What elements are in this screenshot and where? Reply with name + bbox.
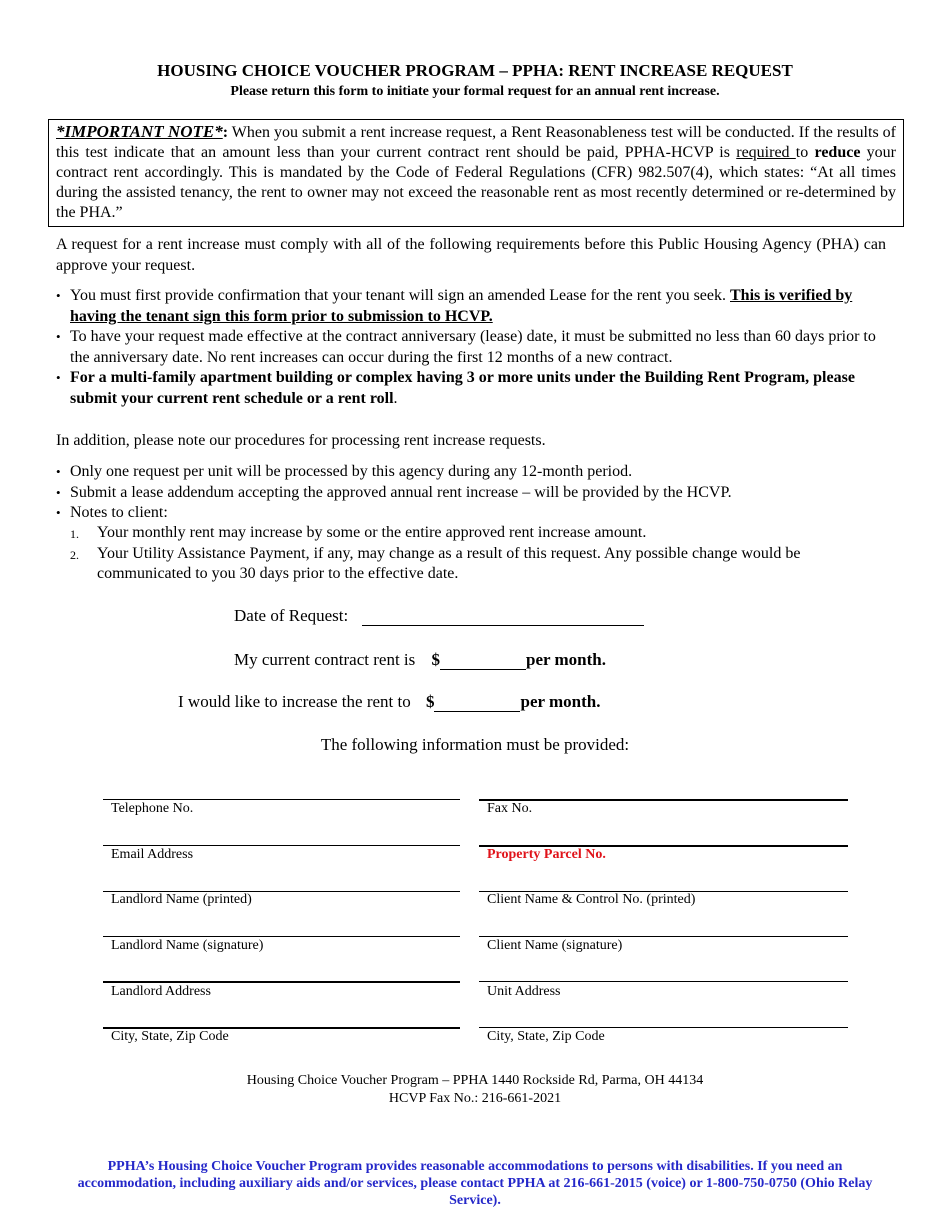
client-signature-label: Client Name (signature) [487, 938, 623, 953]
landlord-signature-field[interactable] [103, 936, 460, 937]
client-note-item [56, 544, 888, 585]
procedure-item: • Submit a lease addendum accepting the approved annual rent increase – will be provided by the HCVP. [56, 483, 888, 504]
accessibility-notice: PPHA’s Housing Choice Voucher Program provides reasonable accommodations to persons with disabilities. If you need an accommodation, including auxiliary aids and/or services, please contact PPHA at 216-661-2015 (voice) or 1-800-750-0750 (Ohio Relay Service). [77, 1159, 873, 1208]
important-note-text: When you submit a rent increase request, a Rent Reasonableness test will be conducted. If the results of this test indicate that an amount less than your current contract rent should be paid, PPHA-HCVP is [56, 124, 896, 161]
landlord-address-field[interactable] [103, 981, 460, 983]
dollar-sign: $ [425, 692, 435, 711]
important-note-text-3: your contract rent accordingly. This is mandated by the Code of Federal Regulations (CFR) 982.507(4), which states: “At all times during the assisted tenancy, the rent to owner may not exceed the reasonable rent as most recently determined or re-determined by the PHA.” [56, 144, 897, 221]
requirement-emphasis: This is verified by having the tenant sign this form prior to submission to HCVP. [70, 287, 853, 325]
landlord-address-label: Landlord Address [111, 984, 211, 999]
important-note-label: *IMPORTANT NOTE* [56, 122, 223, 141]
important-note-box [48, 119, 904, 227]
procedures-list [56, 462, 888, 524]
note-text: Your Utility Assistance Payment, if any, may change as a result of this request. Any possible change would be communicated to you 30 days prior to the effective date. [97, 544, 801, 582]
note-number: 1. [70, 527, 79, 541]
note-number: 2. [70, 547, 79, 562]
info-required-heading: The following information must be provided: [320, 735, 630, 754]
property-parcel-label: Property Parcel No. [487, 847, 606, 862]
landlord-signature-label: Landlord Name (signature) [111, 938, 264, 953]
landlord-city-state-zip-label: City, State, Zip Code [111, 1029, 229, 1044]
requirement-item [56, 368, 888, 409]
current-rent-row [234, 650, 606, 670]
procedures-intro: In addition, please note our procedures for processing rent increase requests. [56, 432, 546, 449]
important-note-required: required [736, 144, 796, 161]
unit-address-label: Unit Address [487, 984, 561, 999]
unit-city-state-zip-field[interactable] [479, 1027, 848, 1028]
intro-paragraph: A request for a rent increase must comply with all of the following requirements before this Public Housing Agency (PHA) can approve your request. [56, 236, 886, 274]
fax-label: Fax No. [487, 801, 533, 816]
requirement-text: To have your request made effective at the contract anniversary (lease) date, it must be submitted no less than 60 days prior to the anniversary date. No rent increases can occur during the first 12 months of a new contract. [70, 328, 876, 366]
procedure-item: • Notes to client: [56, 503, 888, 524]
client-name-control-label: Client Name & Control No. (printed) [487, 892, 696, 907]
form-title: HOUSING CHOICE VOUCHER PROGRAM – PPHA: RENT INCREASE REQUEST [157, 61, 793, 80]
fax-field[interactable] [479, 799, 848, 801]
procedure-item: • Only one request per unit will be processed by this agency during any 12-month period. [56, 462, 888, 483]
client-signature-field[interactable] [479, 936, 848, 937]
unit-city-state-zip-label: City, State, Zip Code [487, 1029, 605, 1044]
date-of-request-row [234, 606, 644, 626]
unit-address-field[interactable] [479, 981, 848, 982]
form-subtitle: Please return this form to initiate your formal request for an annual rent increase. [230, 84, 720, 99]
requirement-text: . [393, 389, 398, 407]
important-note-text-2: to [795, 144, 815, 161]
dollar-sign: $ [431, 650, 441, 669]
telephone-label: Telephone No. [111, 801, 194, 816]
important-note-colon: : [222, 124, 229, 141]
date-of-request-field[interactable] [362, 607, 644, 626]
requirement-text: You must first provide confirmation that your tenant will sign an amended Lease for the rent you seek. [70, 287, 730, 304]
current-rent-label: My current contract rent is [234, 650, 416, 669]
requested-rent-field[interactable] [434, 693, 520, 712]
telephone-field[interactable] [103, 799, 460, 800]
requirement-emphasis: For a multi-family apartment building or complex having 3 or more units under the Building Rent Program, please submit your current rent schedule or a rent roll [70, 369, 855, 407]
client-notes-list [56, 523, 888, 585]
email-label: Email Address [111, 847, 194, 862]
client-note-item [56, 523, 888, 544]
note-text: Your monthly rent may increase by some or the entire approved rent increase amount. [97, 524, 647, 541]
requirement-item [56, 327, 888, 368]
date-of-request-label: Date of Request: [234, 606, 349, 625]
requested-rent-row [178, 692, 600, 712]
footer-fax: HCVP Fax No.: 216-661-2021 [388, 1091, 562, 1106]
email-field[interactable] [103, 845, 460, 846]
footer-address: Housing Choice Voucher Program – PPHA 1440 Rockside Rd, Parma, OH 44134 [246, 1073, 704, 1088]
requested-rent-label: I would like to increase the rent to [178, 692, 411, 711]
requirement-item [56, 286, 888, 327]
per-month-label: per month. [526, 650, 606, 669]
current-rent-field[interactable] [440, 651, 526, 670]
important-note-reduce: reduce [814, 144, 861, 161]
per-month-label: per month. [520, 692, 601, 711]
requirements-list [56, 286, 888, 409]
landlord-name-printed-label: Landlord Name (printed) [111, 892, 252, 907]
